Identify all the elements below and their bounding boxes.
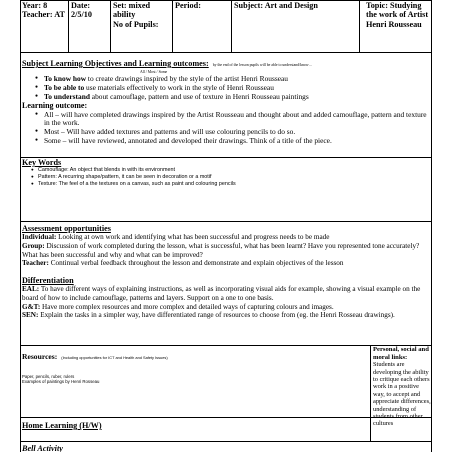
resources-heading: Resources: [22, 352, 58, 361]
pupils-label: No of Pupils: [113, 19, 159, 29]
year-label: Year: 8 [22, 1, 48, 10]
header-date-cell [68, 0, 110, 52]
resource-item: Paper, pencils, ruber, rulers [22, 374, 75, 379]
keywords-heading: Key Words [22, 158, 62, 167]
objective-item: ● To be able to use materials effectively to work in the style of Henri Rousseau [22, 84, 430, 93]
objectives-heading-sub: All / Most / Some [140, 70, 168, 74]
outcome-item: ● Most – Will have added textures and patterns and will use colouring pencils to do so. [22, 128, 430, 137]
assessment-row: Individual: Looking at own work and identifying what has been successful and progress needs to be made [22, 233, 330, 242]
teacher-label: Teacher: AT [22, 10, 65, 20]
header-year-cell [20, 0, 68, 52]
keywords-divider [20, 221, 432, 222]
differentiation-row: EAL: To have different ways of explaining instructions, as well as incorporating visual aids for example, showing a visual example on the board of how to include camouflage, patterns and layers. Support on a one to one basis. [22, 285, 421, 302]
personal-heading: Personal, social and moral links: [373, 346, 429, 361]
objective-item: ● To understand about camouflage, pattern and use of texture in Henri Rousseau paintings [22, 93, 430, 102]
assessment-heading: Assessment opportunities [22, 224, 111, 233]
bell-cell [22, 444, 368, 452]
homework-heading: Home Learning (H/W) [22, 421, 102, 430]
resources-list [22, 374, 368, 384]
learning-outcome-heading: Learning outcome: [22, 100, 88, 110]
period-label: Period: [175, 1, 201, 10]
keywords-section [22, 158, 430, 187]
differentiation-row: SEN: Explain the tasks in a simpler way, have differentiated range of resources to choose from (eg. the Henri Rosseau drawings). [22, 311, 395, 320]
bell-heading: Bell Activity [22, 444, 63, 452]
subject-label: Subject: Art and Design [234, 1, 318, 10]
assessment-section [22, 224, 430, 268]
assessment-row: Group: Discussion of work completed during the lesson, what is successful, what has been learnt? Have you represented tone accurately? What has been successful and why and what can be improved? [22, 242, 420, 259]
personal-text: Students are developing the ability to critique each others work in a positive way, to accept and appreciate differences, understanding of students from other cultures [373, 361, 431, 428]
resources-cell [22, 346, 368, 384]
header-topic-cell [359, 0, 432, 52]
homework-divider [20, 441, 432, 442]
keyword-item: ● Texture: The feel of a the textures on a canvas, such as paint and colouring pencils [22, 181, 430, 188]
resources-vertical-divider [370, 345, 371, 417]
objective-item: ● To know how to create drawings inspired by the style of the artist Henri Rousseau [22, 75, 430, 84]
homework-cell [22, 421, 368, 430]
lesson-plan-page [20, 0, 432, 452]
objectives-heading-note: by the end of the lesson pupils will be able to understand/know… [212, 63, 313, 67]
outcome-item: ● All – will have completed drawings inspired by the Artist Rousseau and thought about and added camouflage, pattern and texture in the work. [22, 111, 430, 129]
outcome-item: ● Some – will have reviewed, annotated and developed their drawings. Think of a title of the piece. [22, 137, 430, 146]
objectives-section [22, 53, 430, 146]
date-label: Date: 2/5/10 [71, 1, 92, 20]
topic-label: Topic: Studying the work of Artist Henri Rousseau [366, 1, 429, 29]
differentiation-section [22, 276, 430, 320]
differentiation-row: G&T: Have more complex resources and more complex and detailed ways of capturing colours and images. [22, 302, 334, 311]
header-set-cell [110, 0, 172, 52]
differentiation-heading: Differentiation [22, 276, 74, 285]
resources-note: (Including opportunities for ICT and Health and Safety Issues) [61, 355, 168, 360]
assessment-row: Teacher: Continual verbal feedback throughout the lesson and demonstrate and explain objectives of the lesson [22, 259, 344, 268]
keyword-item: ● Pattern: A recurring shape/pattern, it can be seen in decoration or a motif [22, 174, 430, 181]
personal-cell [373, 346, 431, 428]
header-period-cell [172, 0, 231, 52]
set-label: Set: mixed ability [113, 1, 151, 20]
resource-item: Examples of paintings by Henri Rosseau [22, 379, 100, 385]
homework-vertical-divider [370, 417, 371, 441]
header-subject-cell [231, 0, 359, 52]
keyword-item: ● Camouflage: An object that blends in with its environment [22, 167, 430, 174]
objectives-heading: Subject Learning Objectives and Learning outcomes: [22, 59, 209, 68]
